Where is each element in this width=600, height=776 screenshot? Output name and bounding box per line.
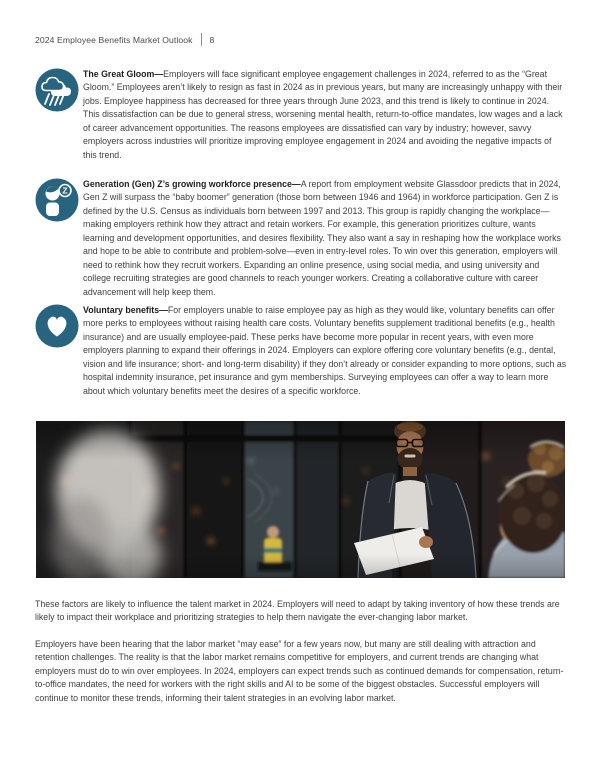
page-header [35,33,214,46]
storm-rain-icon [35,68,79,112]
svg-text:Z: Z [62,185,68,196]
trend-section-gen-z [35,178,567,299]
trend-paragraph [83,68,567,162]
page-number: 8 [209,34,215,45]
trend-body: For employers unable to raise employee pay as high as they would like, voluntary benefits can offer more perks to employees without raising health care costs. Voluntary benefits supplement traditional benefits (e.g., health insurance) and are usually employee-paid. These perks have become more popular in recent years, with even more employers planning to expand their offerings in 2024. Employers can explore offering core voluntary benefits (e.g., dental, vision and life insurance; short- and long-term disability) if they don’t already or consider expanding to more options, such as hospital indemnity insurance, pet insurance and gym memberships. Surveying employees can offer a way to learn more about which voluntary benefits meet the desires of a specific workforce. [83,305,567,396]
trend-heading: Voluntary benefits— [83,305,168,315]
trend-section-great-gloom [35,68,567,162]
trend-body: A report from employment website Glassdoor predicts that in 2024, Gen Z will surpass the “baby boomer” generation (those born between 1946 and 1964) in workforce participation. Gen Z is defined by the U.S. Census as individuals born between 1997 and 2013. This group is rapidly changing the workplace—making employers rethink how they attract and retain workers. For example, this generation prioritizes culture, wants learning and development opportunities, and desires flexibility. They also want a say in reshaping how the workplace works and hope to be able to contribute and problem-solve—even in entry-level roles. To win over this generation, employers will need to rethink how they recruit workers. Expanding an online presence, using social media, and using university and college recruiting strategies are good channels to reach younger workers. Creating a collaborative culture with career advancement will help keep them. [83,179,561,297]
gen-z-badge-icon [35,178,79,222]
trend-section-voluntary-benefits [35,304,567,398]
trend-body: Employers will face significant employee engagement challenges in 2024, referred to as the “Great Gloom.” Employees aren’t likely to resign as fast in 2024 as in previous years, but many are increasingly unhappy with their jobs. Employee happiness has decreased for three years through June 2023, and this trend is likely to continue in 2024. This dissatisfaction can be due to general stress, worsening mental health, return-to-office mandates, low wages and a lack of career advancement opportunities. The reasons employees are dissatisfied can vary by industry; however, savvy employers across industries will prioritize improving employee engagement in 2024 and avoiding the negative impacts of this trend. [83,69,563,160]
trend-paragraph [83,304,567,398]
header-divider [201,33,202,46]
closing-paragraph-2: Employers have been hearing that the labor market “may ease” for a few years now, but many are still dealing with attraction and retention challenges. The reality is that the labor market remains competitive for employers, and current trends are changing what employers must do to win over employees. In 2024, employers can expect trends such as continued demands for compensation, return-to-office mandates, the need for workers with the right skills and AI to be some of the biggest obstacles. Successful employers will continue to monitor these trends, informing their talent strategies in an evolving labor market. [35,639,564,703]
trend-heading: The Great Gloom— [83,69,164,79]
trend-heading: Generation (Gen) Z’s growing workforce presence— [83,179,301,189]
closing-paragraph-1: These factors are likely to influence the talent market in 2024. Employers will need to adapt by taking inventory of how these trends are likely to impact their workplace and prioritizing strategies to help them navigate the ever-changing labor market. [35,599,560,623]
heart-icon [35,304,79,348]
document-title: 2024 Employee Benefits Market Outlook [35,34,193,45]
office-discussion-photo [36,421,565,578]
trend-paragraph [83,178,567,299]
